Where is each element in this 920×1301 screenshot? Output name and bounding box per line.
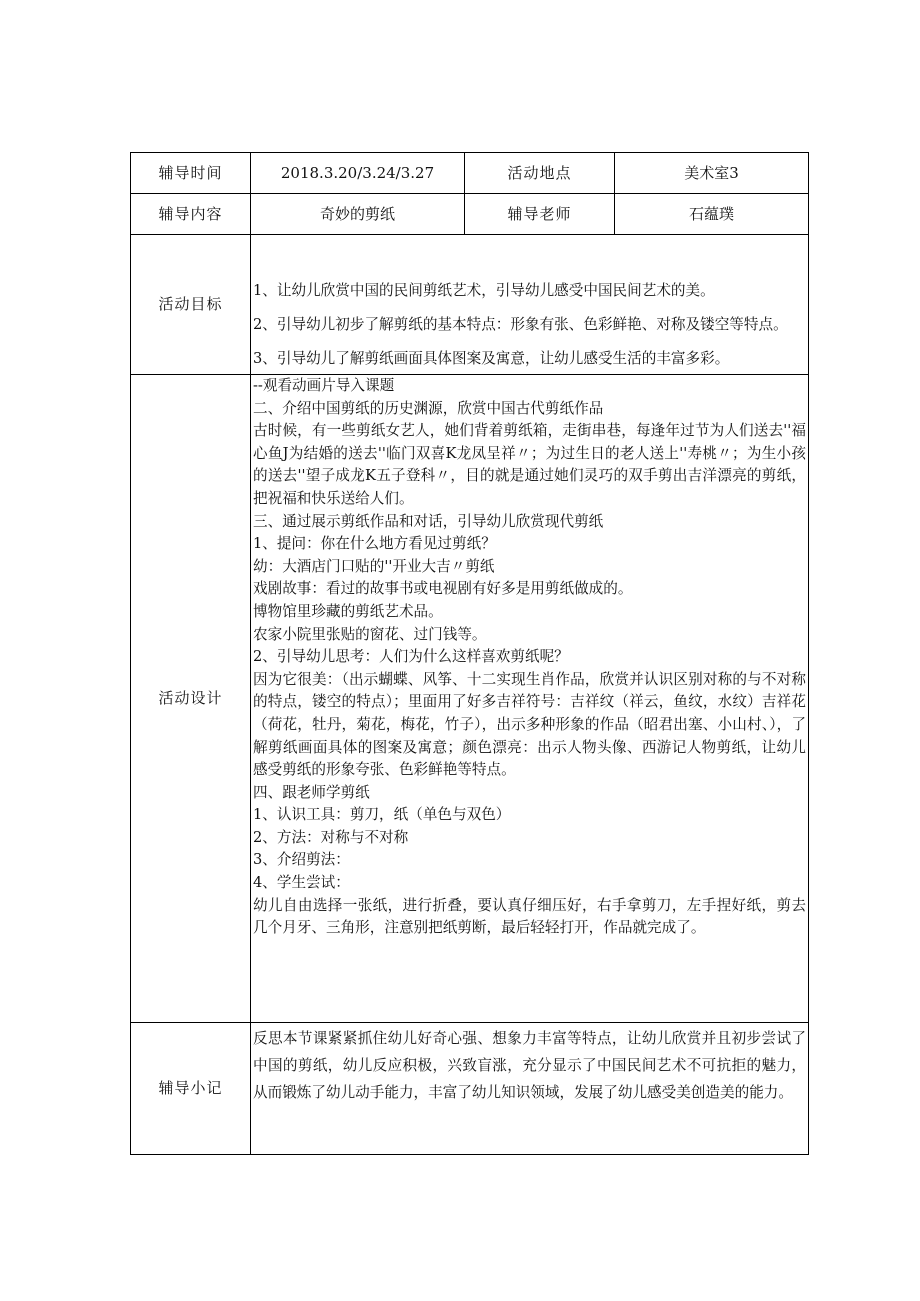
label-summary: 辅导小记 xyxy=(131,1023,251,1155)
design-paragraph: 三、通过展示剪纸作品和对话，引导幼儿欣赏现代剪纸 xyxy=(253,512,604,530)
time-value: 2018.3.20/3.24/3.27 xyxy=(251,153,465,194)
design-paragraph: --观看动画片导入课题 xyxy=(253,377,395,394)
design-paragraph: 4、学生尝试： xyxy=(253,874,350,892)
label-content: 辅导内容 xyxy=(131,194,251,235)
design-paragraph: 2、引导幼儿思考：人们为什么这样喜欢剪纸呢？ xyxy=(253,648,569,666)
row-content-teacher xyxy=(131,194,809,235)
design-paragraph: 幼儿自由选择一张纸，进行折叠，要认真仔细压好，右手拿剪刀，左手捏好纸，剪去几个月牙、三角形，注意别把纸剪断，最后轻轻打开，作品就完成了。 xyxy=(253,896,806,937)
summary-text: 反思本节课紧紧抓住幼儿好奇心强、想象力丰富等特点，让幼儿欣赏并且初步尝试了中国的剪纸，幼儿反应积极，兴致盲涨，充分显示了中国民间艺术不可抗拒的魅力，从而锻炼了幼儿动手能力，丰富了幼儿知识领域，发展了幼儿感受美创造美的能力。 xyxy=(253,1030,806,1101)
design-paragraph: 四、跟老师学剪纸 xyxy=(253,783,370,801)
design-paragraph: 二、介绍中国剪纸的历史渊源，欣赏中国古代剪纸作品 xyxy=(253,399,604,417)
goals-cell xyxy=(251,235,809,375)
design-paragraph: 2、方法：对称与不对称 xyxy=(253,828,409,846)
activity-record-table xyxy=(130,152,809,1155)
place-value: 美术室3 xyxy=(615,153,809,194)
design-paragraph: 3、介绍剪法： xyxy=(253,851,350,869)
row-goals xyxy=(131,235,809,375)
design-cell xyxy=(251,375,809,1023)
design-paragraph: 因为它很美：（出示蝴蝶、风筝、十二实现生肖作品，欣赏并认识区别对称的与不对称的特点，镂空的特点）；里面用了好多吉祥符号：吉祥纹（祥云，鱼纹，水纹）吉祥花（荷花，牡丹，菊花，梅花，竹子），出示多种形象的作品（昭君出塞、小山村、），了解剪纸画面具体的图案及寓意；颜色漂亮：出示人物头像、西游记人物剪纸，让幼儿感受剪纸的形象夸张、色彩鲜艳等特点。 xyxy=(253,670,806,779)
label-goals: 活动目标 xyxy=(131,235,251,375)
goal-item: 3、引导幼儿了解剪纸画面具体图案及寓意，让幼儿感受生活的丰富多彩。 xyxy=(253,350,730,367)
label-place: 活动地点 xyxy=(465,153,615,194)
design-paragraph: 1、认识工具：剪刀，纸（单色与双色） xyxy=(253,806,511,824)
design-paragraph: 幼：大酒店门口贴的''开业大吉〃剪纸 xyxy=(253,557,495,575)
content-value: 奇妙的剪纸 xyxy=(251,194,465,235)
row-design xyxy=(131,375,809,1023)
label-time: 辅导时间 xyxy=(131,153,251,194)
design-paragraph: 博物馆里珍藏的剪纸艺术品。 xyxy=(253,602,443,620)
row-time-place xyxy=(131,153,809,194)
summary-cell xyxy=(251,1023,809,1155)
goal-item: 1、让幼儿欣赏中国的民间剪纸艺术，引导幼儿感受中国民间艺术的美。 xyxy=(253,282,715,299)
teacher-value: 石蕴璞 xyxy=(615,194,809,235)
design-paragraph: 农家小院里张贴的窗花、过门钱等。 xyxy=(253,625,487,643)
row-summary xyxy=(131,1023,809,1155)
design-paragraph: 1、提问：你在什么地方看见过剪纸？ xyxy=(253,535,496,553)
design-paragraph: 古时候，有一些剪纸女艺人，她们背着剪纸箱，走街串巷，每逢年过节为人们送去''福心鱼J为结婚的送去''临门双喜K龙凤呈祥〃；为过生日的老人送上''寿桃〃；为生小孩的送去''望子成龙K五子登科〃，目的就是通过她们灵巧的双手剪出吉洋漂亮的剪纸，把祝福和快乐送给人们。 xyxy=(253,422,806,507)
design-paragraph: 戏剧故事：看过的故事书或电视剧有好多是用剪纸做成的。 xyxy=(253,580,633,598)
label-teacher: 辅导老师 xyxy=(465,194,615,235)
goal-item: 2、引导幼儿初步了解剪纸的基本特点：形象有张、色彩鲜艳、对称及镂空等特点。 xyxy=(253,316,788,333)
label-design: 活动设计 xyxy=(131,375,251,1023)
